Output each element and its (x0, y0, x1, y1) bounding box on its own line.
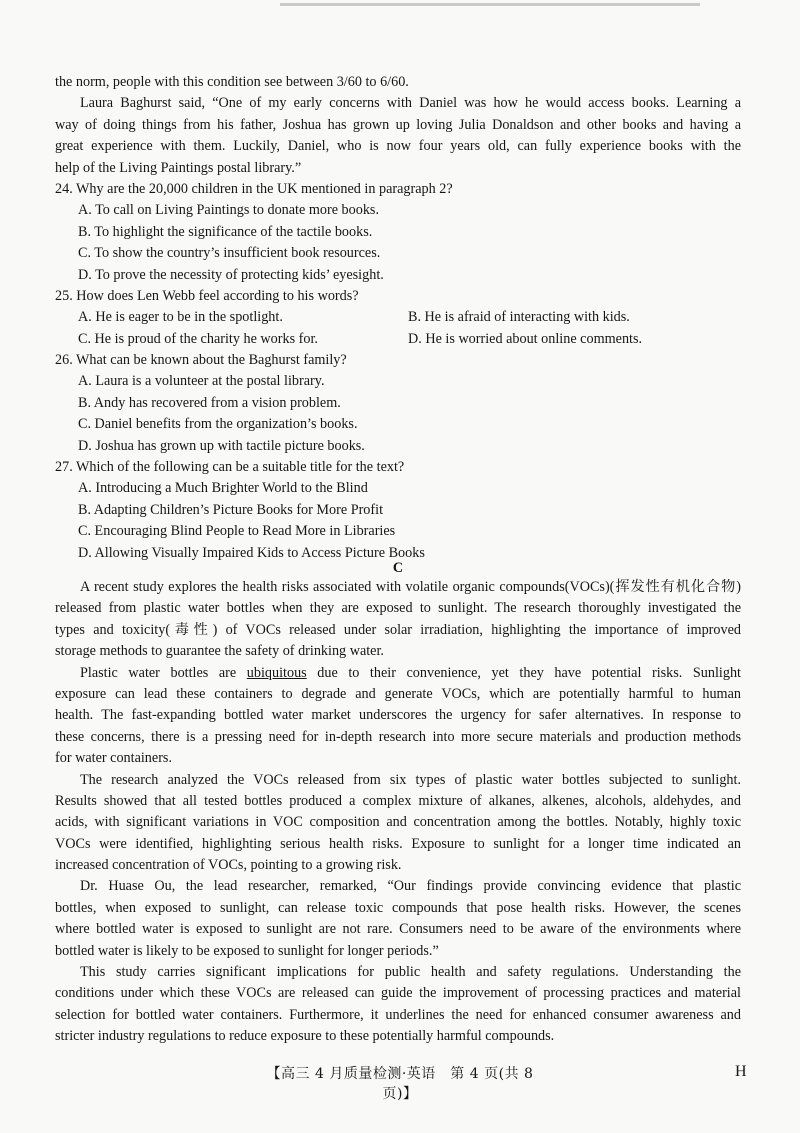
passage-paragraph (55, 93, 741, 179)
text-line: Results showed that all tested bottles produced a complex mixture of alkanes, alkenes, alcohols, aldehydes, and (55, 792, 741, 809)
text-line: for water containers. (55, 750, 172, 767)
option-row (55, 307, 741, 328)
text-line: increased concentration of VOCs, pointing to a growing risk. (55, 857, 402, 874)
question-25 (55, 286, 741, 350)
exam-page (55, 72, 741, 1048)
answer-option: C. To show the country’s insufficient book resources. (78, 245, 381, 262)
text-line: Plastic water bottles are ubiquitous due to their convenience, yet they have potential risks. Sunlight (80, 664, 741, 681)
passage-paragraph (55, 577, 741, 663)
answer-option: D. He is worried about online comments. (408, 330, 643, 347)
text-line: selection for bottled water containers. Furthermore, it underlines the need for enhanced consumer awareness and (55, 1006, 741, 1023)
top-rule (280, 3, 700, 6)
text-line: where bottled water is exposed to sunlight are not rare. Consumers need to be aware of the environments where (55, 921, 741, 938)
passage-paragraph (55, 962, 741, 1048)
answer-option: A. Introducing a Much Brighter World to the Blind (78, 480, 368, 497)
passage-paragraph (55, 770, 741, 877)
text-line: types and toxicity(毒性) of VOCs released under solar irradiation, highlighting the importance of improved (55, 621, 741, 638)
text-line: help of the Living Paintings postal library.” (55, 159, 302, 176)
answer-option: A. He is eager to be in the spotlight. (78, 309, 283, 326)
text-line: the norm, people with this condition see between 3/60 to 6/60. (55, 74, 409, 90)
answer-option: B. Adapting Children’s Picture Books for More Profit (78, 501, 384, 518)
question-26 (55, 350, 741, 457)
passage-paragraph (55, 663, 741, 770)
text-line: great experience with them. Luckily, Daniel, who is now four years old, can fully experience books with the (55, 138, 741, 155)
option-row (55, 329, 741, 350)
answer-option: C. Encouraging Blind People to Read More in Libraries (78, 523, 396, 540)
underlined-word: ubiquitous (246, 664, 307, 681)
answer-option: B. He is afraid of interacting with kids. (408, 309, 630, 326)
exam-info: 【高三 4 月质量检测·英语 第 4 页(共 8 页)】 (266, 1066, 534, 1102)
text-line: way of doing things from his father, Joshua has grown up loving Julia Donaldson and other books and having a (55, 116, 741, 133)
text-line: Laura Baghurst said, “One of my early concerns with Daniel was how he would access books. Learning a (80, 95, 741, 112)
text-line: conditions under which these VOCs are released can guide the improvement of processing practices and material (55, 985, 741, 1002)
answer-option: A. Laura is a volunteer at the postal library. (78, 373, 325, 390)
text-line: bottled water is likely to be exposed to sunlight for longer periods.” (55, 942, 439, 959)
answer-option: C. He is proud of the charity he works for. (78, 330, 318, 347)
question-stem: 25. How does Len Webb feel according to his words? (55, 287, 359, 304)
section-heading: C (392, 559, 404, 576)
answer-option: A. To call on Living Paintings to donate more books. (78, 202, 379, 219)
text-line: storage methods to guarantee the safety of drinking water. (55, 643, 384, 660)
answer-option: B. To highlight the significance of the tactile books. (78, 223, 373, 240)
text-line: exposure can lead these containers to degrade and generate VOCs, which are potentially harmful to human (55, 685, 741, 702)
passage-paragraph (55, 876, 741, 962)
answer-option: C. Daniel benefits from the organization’s books. (78, 416, 358, 433)
text-line: health. The fast-expanding bottled water market underscores the urgency for safer alternatives. In response to (55, 707, 741, 724)
question-24 (55, 179, 741, 286)
text-line: Dr. Huase Ou, the lead researcher, remarked, “Our findings provide convincing evidence that plastic (80, 878, 741, 895)
answer-option: D. Joshua has grown up with tactile picture books. (78, 437, 365, 454)
passage-paragraph (55, 72, 741, 93)
question-stem: 24. Why are the 20,000 children in the UK mentioned in paragraph 2? (55, 180, 453, 197)
question-stem: 27. Which of the following can be a suitable title for the text? (55, 459, 405, 476)
answer-option: D. To prove the necessity of protecting kids’ eyesight. (78, 266, 384, 283)
text-line: stricter industry regulations to reduce exposure to these potentially harmful compounds. (55, 1028, 555, 1045)
version-mark: H (735, 1063, 747, 1080)
answer-option: D. Allowing Visually Impaired Kids to Access Picture Books (78, 544, 425, 561)
question-27 (55, 457, 741, 564)
text-line: released from plastic water bottles when they are exposed to sunlight. The research thoroughly investigated the (55, 600, 741, 617)
text-line: acids, with significant variations in VOC composition and concentration among the bottles. Notably, highly toxic (55, 814, 741, 831)
text-line: The research analyzed the VOCs released from six types of plastic water bottles subjected to sunlight. (80, 771, 741, 788)
text-line: VOCs were identified, highlighting serious health risks. Exposure to sunlight for a longer time indicated an (55, 835, 741, 852)
text-line: A recent study explores the health risks associated with volatile organic compounds(VOCs)(挥发性有机化合物) (80, 578, 741, 595)
text-line: these concerns, there is a pressing need for in-depth research into more secure materials and production methods (55, 728, 741, 745)
text-line: This study carries significant implications for public health and safety regulations. Understanding the (80, 964, 741, 981)
text-line: bottles, when exposed to sunlight, can release toxic compounds that pose health risks. However, the scenes (55, 899, 741, 916)
question-stem: 26. What can be known about the Baghurst family? (55, 352, 347, 369)
answer-option: B. Andy has recovered from a vision problem. (78, 394, 341, 411)
